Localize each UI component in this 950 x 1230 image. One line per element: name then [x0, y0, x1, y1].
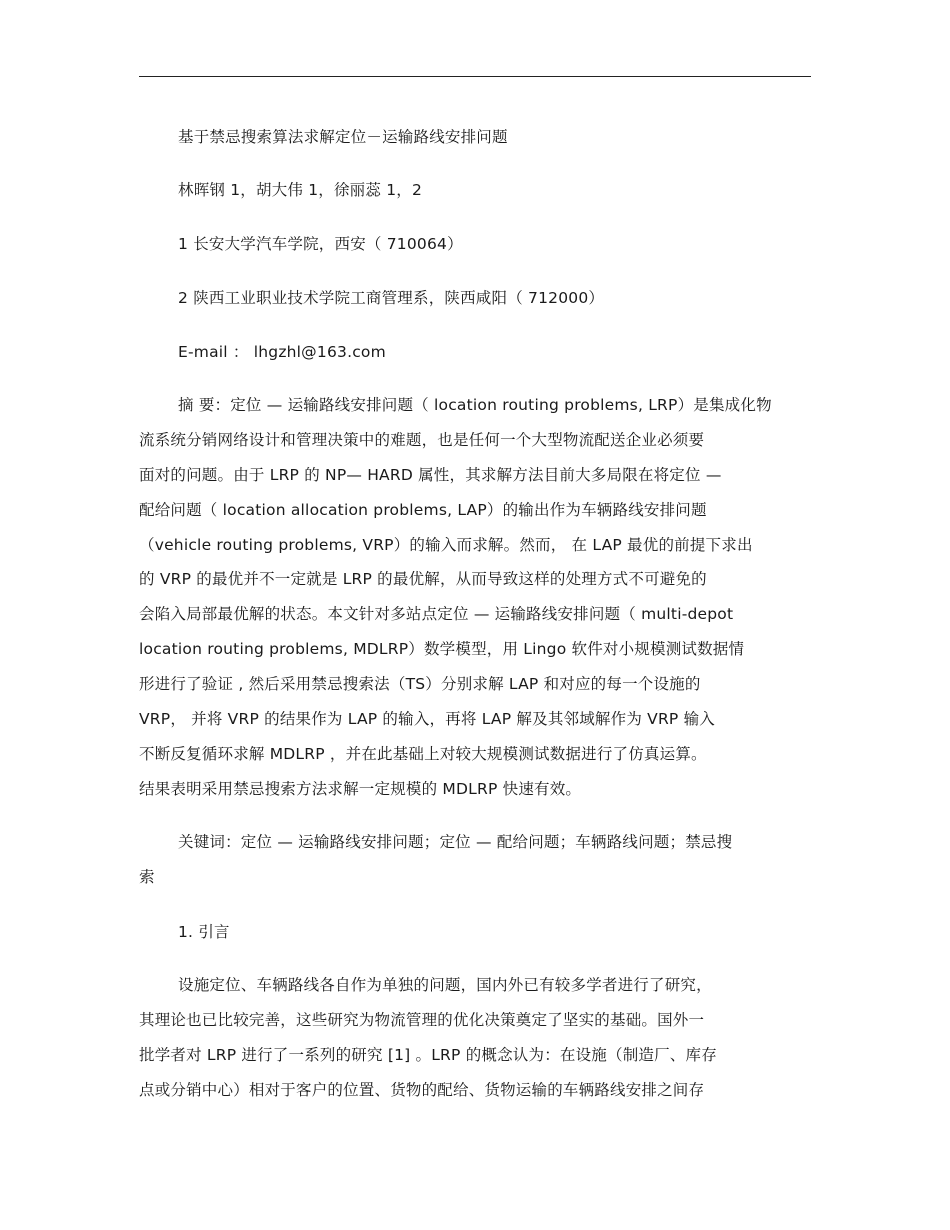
authors-line: 林晖钢 1，胡大伟 1，徐丽蕊 1，2 — [178, 181, 423, 199]
abstract-line: 不断反复循环求解 MDLRP ，并在此基础上对较大规模测试数据进行了仿真运算。 — [139, 745, 707, 763]
affiliation-1: 1 长安大学汽车学院，西安（ 710064） — [178, 235, 463, 253]
body-line: 其理论也已比较完善，这些研究为物流管理的优化决策奠定了坚实的基础。国外一 — [139, 1011, 705, 1029]
abstract-line: 配给问题（ location allocation problems, LAP）的输出作为车辆路线安排问题 — [139, 501, 707, 519]
email-line: E-mail ： lhgzhl@163.com — [178, 343, 386, 361]
abstract-line: （vehicle routing problems, VRP）的输入而求解。然而， 在 LAP 最优的前提下求出 — [139, 536, 753, 554]
body-line: 设施定位、车辆路线各自作为单独的问题，国内外已有较多学者进行了研究， — [178, 976, 712, 994]
affiliation-2: 2 陕西工业职业技术学院工商管理系，陕西咸阳（ 712000） — [178, 289, 605, 307]
keywords-line: 索 — [139, 868, 155, 886]
abstract-line: VRP， 并将 VRP 的结果作为 LAP 的输入，再将 LAP 解及其邻域解作为 VRP 输入 — [139, 710, 715, 728]
abstract-line: 摘 要：定位 — 运输路线安排问题（ location routing problems, LRP）是集成化物 — [178, 396, 772, 414]
header-rule — [139, 76, 811, 77]
abstract-line: 结果表明采用禁忌搜索方法求解一定规模的 MDLRP 快速有效。 — [139, 780, 582, 798]
paper-title: 基于禁忌搜索算法求解定位－运输路线安排问题 — [178, 128, 508, 146]
abstract-line: 面对的问题。由于 LRP 的 NP— HARD 属性，其求解方法目前大多局限在将定位 — — [139, 466, 722, 484]
body-line: 批学者对 LRP 进行了一系列的研究 [1] 。LRP 的概念认为：在设施（制造厂、库存 — [139, 1046, 717, 1064]
abstract-line: location routing problems, MDLRP）数学模型，用 Lingo 软件对小规模测试数据情 — [139, 640, 745, 658]
body-line: 点或分销中心）相对于客户的位置、货物的配给、货物运输的车辆路线安排之间存 — [139, 1081, 705, 1099]
section-heading: 1. 引言 — [178, 923, 230, 941]
abstract-line: 形进行了验证 , 然后采用禁忌搜索法（TS）分别求解 LAP 和对应的每一个设施的 — [139, 675, 701, 693]
abstract-line: 的 VRP 的最优并不一定就是 LRP 的最优解，从而导致这样的处理方式不可避免的 — [139, 570, 707, 588]
abstract-line: 流系统分销网络设计和管理决策中的难题，也是任何一个大型物流配送企业必须要 — [139, 431, 705, 449]
keywords-line: 关键词：定位 — 运输路线安排问题；定位 — 配给问题；车辆路线问题；禁忌搜 — [178, 833, 733, 851]
abstract-line: 会陷入局部最优解的状态。本文针对多站点定位 — 运输路线安排问题（ multi-depot — [139, 605, 734, 623]
